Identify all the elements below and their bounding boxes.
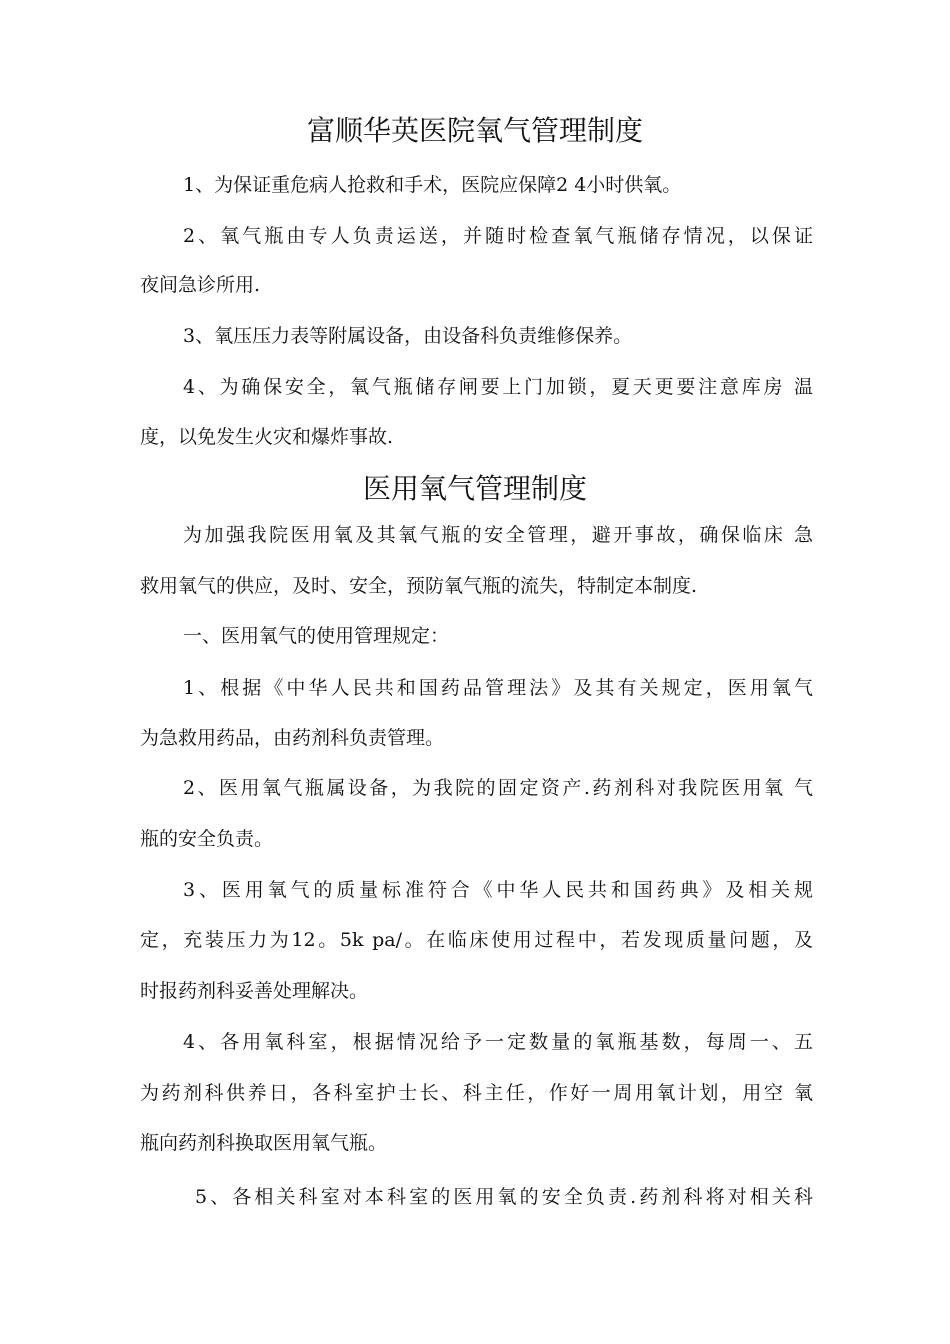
- policy-item-2-line-1: 2、氧气瓶由专人负责运送，并随时检查氧气瓶储存情况，以保证: [183, 225, 813, 247]
- rule-4-line-2: 为药剂科供养日，各科室护士长、科主任，作好一周用氧计划，用空 氧: [140, 1082, 813, 1104]
- medical-oxygen-policy-title: 医用氧气管理制度: [362, 472, 587, 505]
- policy-item-4-line-1: 4、为确保安全，氧气瓶储存闸要上门加锁，夏天更要注意库房 温: [183, 376, 813, 398]
- intro-line-2: 救用氧气的供应，及时、安全，预防氧气瓶的流失，特制定本制度.: [140, 575, 698, 597]
- rule-1-line-1: 1、根据《中华人民共和国药品管理法》及其有关规定，医用氧气: [183, 677, 813, 699]
- hospital-oxygen-policy-title: 富顺华英医院氧气管理制度: [306, 114, 643, 147]
- policy-item-4-line-2: 度，以免发生火灾和爆炸事故.: [140, 426, 394, 448]
- policy-item-3: 3、氧压压力表等附属设备，由设备科负责维修保养。: [183, 325, 633, 347]
- section-heading: 一、医用氧气的使用管理规定：: [183, 625, 450, 647]
- policy-item-2-line-2: 夜间急诊所用.: [140, 274, 261, 296]
- rule-3-line-1: 3、医用氧气的质量标准符合《中华人民共和国药典》及相关规: [183, 879, 813, 901]
- rule-5-line-1: 5、各相关科室对本科室的医用氧的安全负责.药剂科将对相关科: [195, 1186, 813, 1208]
- rule-1-line-2: 为急救用药品，由药剂科负责管理。: [140, 727, 445, 749]
- intro-line-1: 为加强我院医用氧及其氧气瓶的安全管理，避开事故，确保临床 急: [183, 524, 813, 546]
- policy-item-1: 1、为保证重危病人抢救和手术，医院应保障2 4小时供氧。: [183, 174, 682, 196]
- rule-3-line-3: 时报药剂科妥善处理解决。: [140, 980, 369, 1002]
- rule-2-line-2: 瓶的安全负责。: [140, 828, 274, 850]
- rule-4-line-3: 瓶向药剂科换取医用氧气瓶。: [140, 1132, 388, 1154]
- rule-4-line-1: 4、各用氧科室，根据情况给予一定数量的氧瓶基数，每周一、五: [183, 1031, 813, 1053]
- rule-3-line-2: 定，充装压力为12。5k pa/。在临床使用过程中，若发现质量问题，及: [140, 929, 813, 951]
- rule-2-line-1: 2、医用氧气瓶属设备，为我院的固定资产.药剂科对我院医用氧 气: [183, 777, 813, 799]
